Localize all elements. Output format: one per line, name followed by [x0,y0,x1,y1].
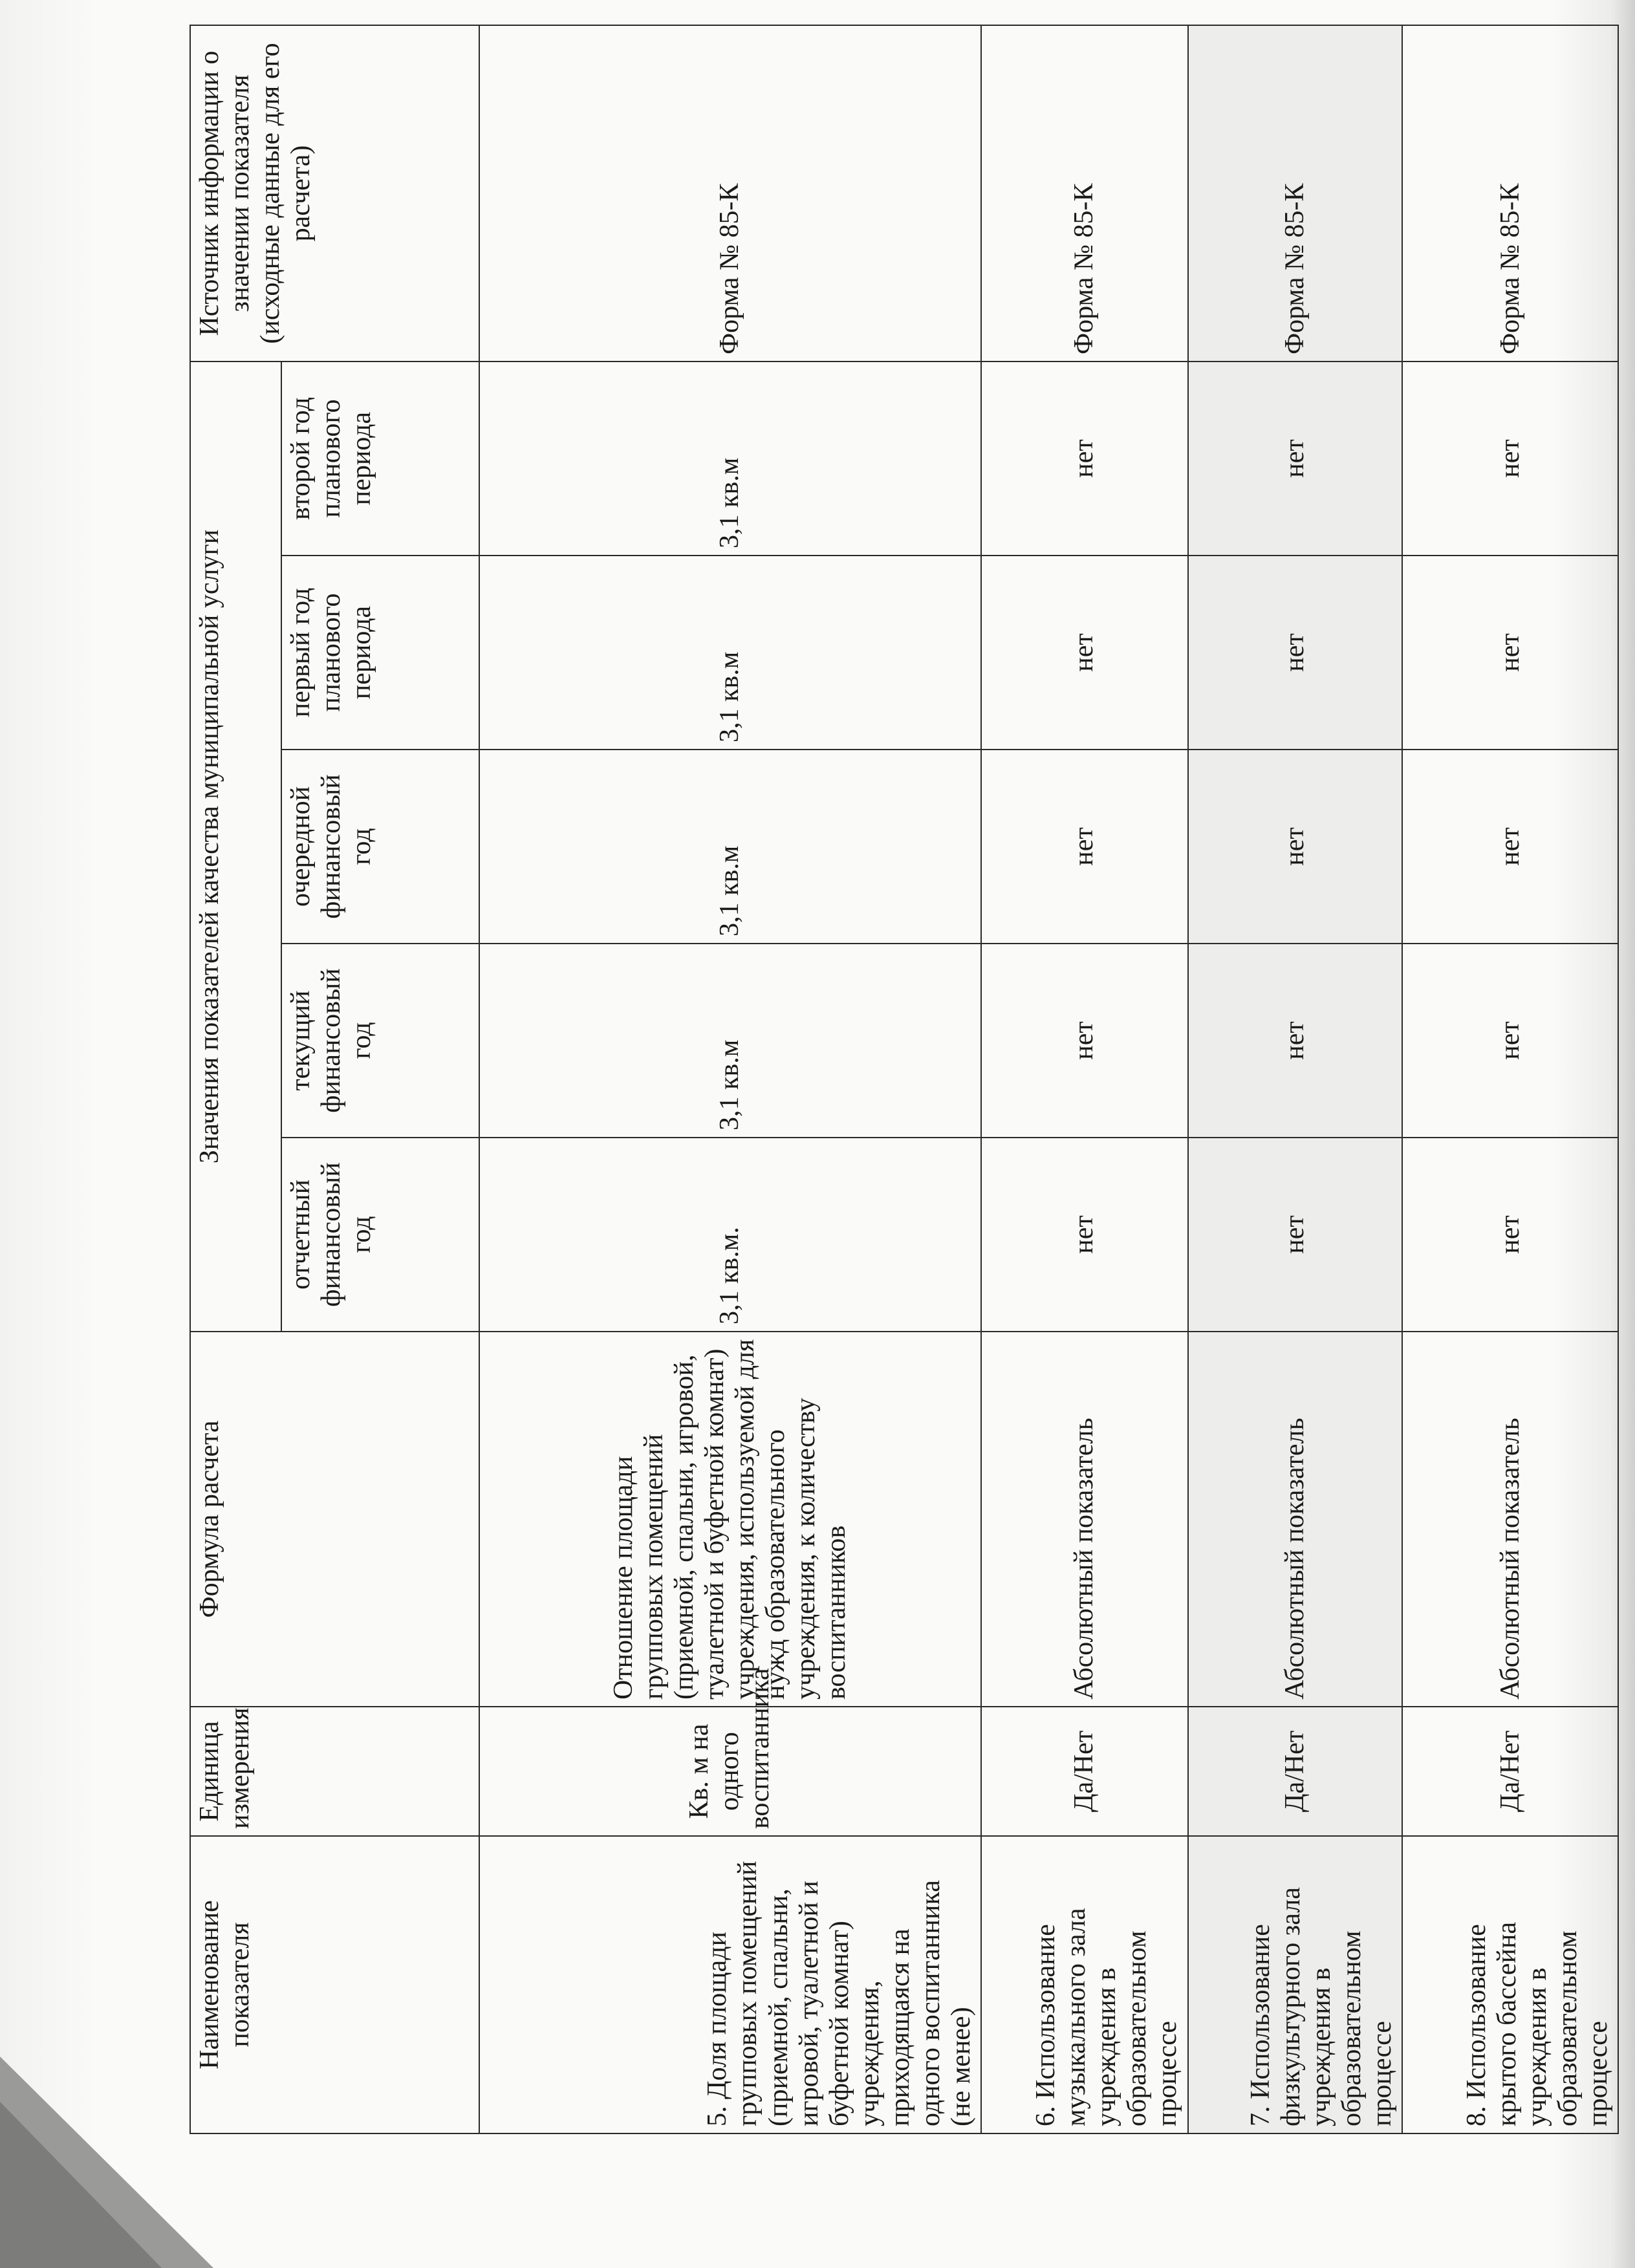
header-source: Источник информации о значении показателя (исходные данные для его расчета) [190,25,479,362]
indicator-unit: Да/Нет [1402,1707,1618,1836]
header-values-group: Значения показателей качества муниципальной услуги [190,362,281,1332]
indicator-unit: Да/Нет [981,1707,1188,1836]
indicator-name: 5. Доля площади групповых помещений (приемной, спальни, игровой, туалетной и буфетной комнат) учреждения, приходящаяся на одного воспитанника (не менее) [479,1836,981,2133]
value-next: нет [981,750,1188,944]
value-next: нет [1402,750,1618,944]
value-plan-2: нет [981,362,1188,556]
value-plan-1: нет [1188,556,1403,750]
folded-page-corner-shade [0,2102,162,2268]
value-plan-1: нет [1402,556,1618,750]
value-current: нет [1402,944,1618,1138]
value-plan-2: нет [1188,362,1403,556]
header-row-top [190,25,281,2133]
value-current: 3,1 кв.м [479,944,981,1138]
indicator-name: 8. Использование крытого бассейна учреждения в образовательном процессе [1402,1836,1618,2133]
value-current: нет [1188,944,1403,1138]
value-reporting: нет [981,1138,1188,1332]
value-next: 3,1 кв.м [479,750,981,944]
indicator-formula: Отношение площади групповых помещений (приемной, спальни, игровой, туалетной и буфетной комнат) учреждения, используемой для нужд образовательного учреждения, к количеству воспитанников [479,1332,981,1707]
header-period-reporting: отчетный финансовый год [281,1138,479,1332]
header-formula: Формула расчета [190,1332,479,1707]
table-row [981,25,1188,2133]
value-next: нет [1188,750,1403,944]
value-reporting: нет [1402,1138,1618,1332]
quality-indicators-table [189,25,1619,2134]
header-name: Наименование показателя [190,1836,479,2133]
indicator-source: Форма № 85-К [1188,25,1403,362]
indicator-formula: Абсолютный показатель [981,1332,1188,1707]
indicator-formula: Абсолютный показатель [1188,1332,1403,1707]
table-row [1188,25,1403,2133]
value-plan-1: 3,1 кв.м [479,556,981,750]
value-reporting: нет [1188,1138,1403,1332]
value-plan-2: нет [1402,362,1618,556]
header-period-next: очередной финансовый год [281,750,479,944]
header-unit: Единица измерения [190,1707,479,1836]
indicator-name: 6. Использование музыкального зала учреждения в образовательном процессе [981,1836,1188,2133]
header-period-plan-2: второй год планового периода [281,362,479,556]
indicator-source: Форма № 85-К [1402,25,1618,362]
value-plan-1: нет [981,556,1188,750]
value-reporting: 3,1 кв.м. [479,1138,981,1332]
indicator-unit: Кв. м на одного воспитанника [479,1707,981,1836]
value-current: нет [981,944,1188,1138]
header-period-current: текущий финансовый год [281,944,479,1138]
table-row [479,25,981,2133]
indicator-source: Форма № 85-К [981,25,1188,362]
indicator-unit: Да/Нет [1188,1707,1403,1836]
header-period-plan-1: первый год планового периода [281,556,479,750]
value-plan-2: 3,1 кв.м [479,362,981,556]
indicator-formula: Абсолютный показатель [1402,1332,1618,1707]
indicator-source: Форма № 85-К [479,25,981,362]
table-row [1402,25,1618,2133]
indicator-name: 7. Использование физкультурного зала учреждения в образовательном процессе [1188,1836,1403,2133]
